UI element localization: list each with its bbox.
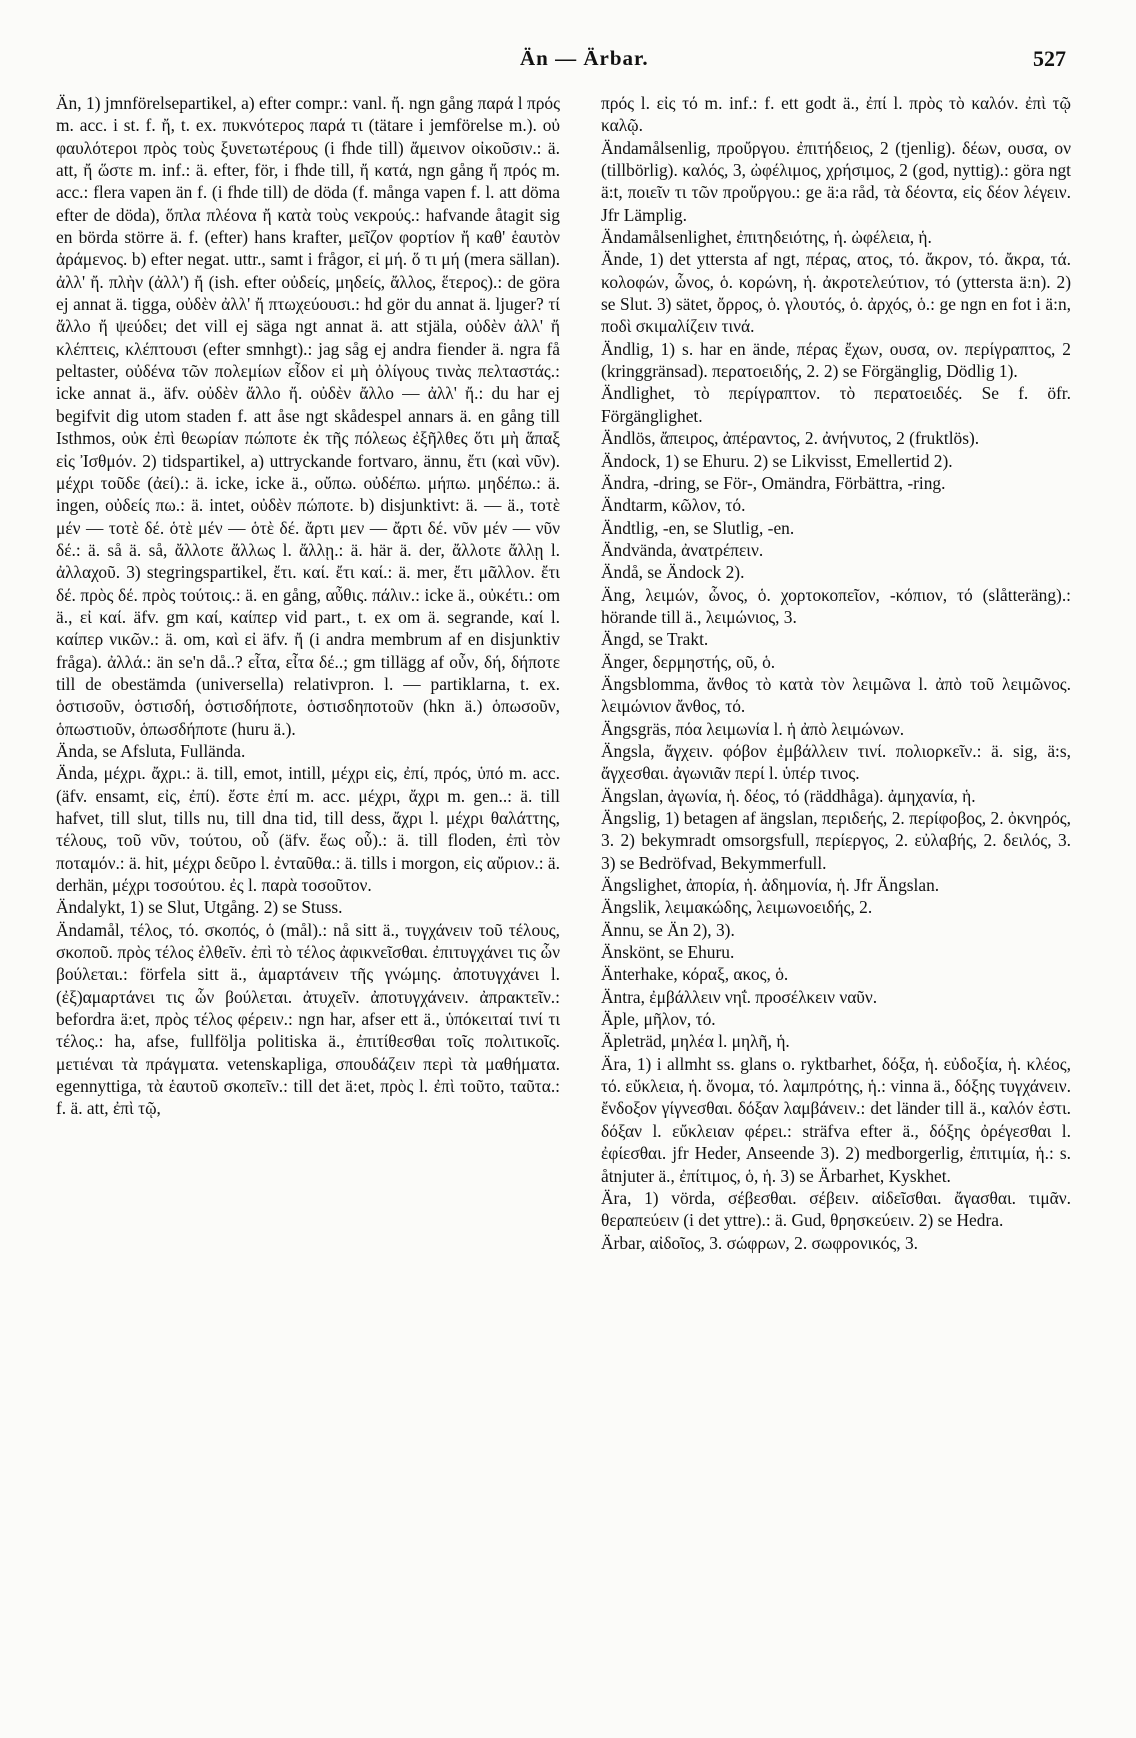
entry-an: Än, 1) jmnförelsepartikel, a) efter compr.: vanl. ἤ. ngn gång παρά l πρός m. acc. i st. f. ἤ, t. ex. πυκνότερος παρά τι (tätare i jemförelse m.). οὐ φαυλότεροι πρὸς τοὺς ξυνετωτέρους (i fhde till) ἄμεινον οἰκοῦσιν.: ä. att, ἤ ὥστε m. inf.: ä. efter, för, i fhde till, ἤ κατά, ngn gång ἤ πρός m. acc.: flera vapen än f. (i fhde till) de döda (f. många vapen f. l. att döma efter de döda), ὅπλα πλέονα ἤ κατὰ τοὺς νεκρούς.: hafvande åtagit sig en börda större ä. f. (efter) hans krafter, μεῖζον φορτίον ἤ καθ' ἑαυτὸν ἀράμενος. b) efter negat. uttr., samt i frågor, εἰ μή. ὅ τι μή (mera sällan). ἀλλ' ἤ. πλὴν (ἀλλ') ἤ (ish. efter οὐδείς, μηδείς, ἄλλος, ἕτερος).: de göra ej annat ä. tigga, οὐδὲν ἀλλ' ἤ πτωχεύουσι.: hd gör du annat ä. ljuger? τί ἄλλο ἤ ψεύδει; det vill ej säga ngt annat ä. att stjäla, οὐδὲν ἀλλ' ἤ κλέπτεις, κλέπτουσι (efter smnhgt).: jag såg ej andra fiender ä. ngra få peltaster, οὐδένα τῶν πολεμίων εἶδον εἰ μὴ ὀλίγους τινὰς πελταστάς.: icke annat ä., äfv. οὐδὲν ἄλλο ἤ. οὐδὲν ἄλλο — ἀλλ' ἤ.: du har ej begifvit dig utom staden f. att åse ngt skådespel annars ä. en gång till Isthmos, οὐκ ἐπὶ θεωρίαν πώποτε ἐκ τῆς πόλεως ἐξῆλθες ὅτι μὴ ἅπαξ εἰς Ἰσθμόν. 2) tidspartikel, a) uttryckande fortvaro, ännu, ἔτι (καὶ νῦν). μέχρι τοῦδε (ἀεί).: ä. icke, icke ä., οὔπω. οὐδέπω. μήπω. μηδέπω.: ä. ingen, οὐδείς πω.: ä. intet, οὐδὲν πώποτε. b) disjunktivt: ä. — ä., τοτὲ μέν — τοτὲ δέ. ὁτὲ μέν — ὁτὲ δέ. ἄρτι μεν — ἄρτι δέ. νῦν μέν — νῦν δέ.: ä. så ä. så, ἄλλοτε ἄλλως l. ἄλλῃ.: ä. här ä. der, ἄλλοτε ἄλλῃ l. ἀλλαχοῦ. 3) stegringspartikel, ἔτι. καί. ἔτι καί.: ä. mer, ἔτι μᾶλλον. ἔτι δέ. πρὸς δέ. πρὸς τούτοις.: ä. en gång, αὖθις. πάλιν.: icke ä., οὐκέτι.: om ä., εἰ καί. äfv. gm καί, καίπερ vid part., t. ex om ä. segrande, καί l. καίπερ νικῶν.: ä. om, καὶ εἰ äfv. ἤ (i andra membrum af en disjunktiv fråga). ἀλλά.: än se'n då..? εἶτα, εἶτα δέ..; gm tillägg af οὖν, δή, δήποτε till de obestämda (universella) relativpron. l. — partiklarna, t. ex. ὁστισοῦν, ὁστισδή, ὁστισδήποτε, ὁστισδηποτοῦν (hkn ä.) ὁπωσοῦν, ὁπωστιοῦν, ὁπωσδήποτε (huru ä.). (56, 93, 560, 739)
entry-antra: Äntra, ἐμβάλλειν νηΐ. προσέλκειν ναῦν. (601, 986, 878, 1007)
entry-andamal-cont: πρός l. εἰς τό m. inf.: f. ett godt ä., ἐπί l. πρὸς τὸ καλόν. ἐπὶ τῷ καλῷ. (601, 93, 1071, 136)
entry-ara-verb: Ära, 1) vörda, σέβεσθαι. σέβειν. αἰδεῖσθαι. ἄγασθαι. τιμᾶν. θεραπεύειν (i det yttre).: ä. Gud, θρησκεύειν. 2) se Hedra. (601, 1187, 1071, 1231)
entry-anda-1: Ända, se Afsluta, Fullända. (56, 740, 246, 761)
running-head: Än — Ärbar. (520, 46, 649, 70)
entry-andamalsenlighet: Ändamålsenlighet, ἐπιτηδειότης, ἡ. ὠφέλεια, ἡ. (601, 227, 932, 248)
entry-anterhake: Änterhake, κόραξ, ακος, ὁ. (601, 964, 789, 985)
page-number: 527 (1033, 46, 1066, 71)
entry-ang: Äng, λειμών, ὧνος, ὁ. χορτοκοπεῖον, -κόπιον, τό (slåtteräng).: hörande till ä., λειμώνιος, 3. (601, 584, 1071, 627)
entry-anger: Änger, δερμηστής, οῦ, ὁ. (601, 651, 776, 672)
entry-anskont: Änskönt, se Ehuru. (601, 942, 735, 963)
entry-andlighet: Ändlighet, τὸ περίγραπτον. τὸ περατοειδές. Se f. öfr. Förgänglighet. (601, 383, 1071, 426)
entry-angd: Ängd, se Trakt. (601, 629, 709, 650)
entry-arbar: Ärbar, αἰδοῖος, 3. σώφρων, 2. σωφρονικός, 3. (601, 1232, 918, 1253)
entry-andtarm: Ändtarm, κῶλον, τό. (601, 495, 746, 516)
entry-angslig: Ängslig, 1) betagen af ängslan, περιδεής, 2. περίφοβος, 2. ὀκνηρός, 3. 2) bekymradt omsorgsfull, περίεργος, 2. εὐλαβής, 2. δειλός, 3. 3) se Bedröfvad, Bekymmerfull. (601, 808, 1071, 873)
entry-angslighet: Ängslighet, ἀπορία, ἡ. ἀδημονία, ἡ. Jfr Ängslan. (601, 875, 940, 896)
entry-angsblomma: Ängsblomma, ἄνθος τὸ κατὰ τὸν λειμῶνα l. ἀπὸ τοῦ λειμῶνος. λειμώνιον ἄνθος, τό. (601, 673, 1071, 717)
entry-andlig: Ändlig, 1) s. har en ände, πέρας ἔχων, ουσα, ον. περίγραπτος, 2 (kringgränsad). περατοειδής, 2. 2) se Förgänglig, Dödlig 1). (601, 338, 1071, 382)
entry-anda-3: Ändå, se Ändock 2). (601, 562, 745, 583)
entry-andra: Ändra, -dring, se För-, Omändra, Förbättra, -ring. (601, 472, 946, 493)
entry-angslik: Ängslik, λειμακώδης, λειμωνοειδής, 2. (601, 897, 873, 918)
entry-anda-2: Ända, μέχρι. ἄχρι.: ä. till, emot, intill, μέχρι εἰς, ἐπί, πρός, ὑπό m. acc. (äfv. ensamt, εἰς, ἐπί). ἔστε ἐπί m. acc. μέχρι, ἄχρι m. gen..: ä. till hafvet, till slut, tills nu, till dna tid, till dess, ἄχρι l. μέχρι θαλάττης, τέλους, τοῦ νῦν, τούτου, οὗ (äfv. ἕως οὗ).: ä. till floden, ἐπὶ τὸν ποταμόν.: ä. hit, μέχρι δεῦρο l. ἐνταῦθα.: ä. tills i morgon, εἰς αὔριον.: ä. derhän, μέχρι τοσούτου. ἐς l. παρὰ τοσοῦτον. (56, 763, 561, 896)
entry-angslan: Ängslan, ἀγωνία, ἡ. δέος, τό (räddhåga). ἀμηχανία, ἡ. (601, 785, 976, 806)
entry-andamal: Ändamål, τέλος, τό. σκοπός, ὁ (mål).: nå sitt ä., τυγχάνειν τοῦ τέλους, σκοποῦ. πρὸς τέλος ἐλθεῖν. ἐπὶ τὸ τέλος ἀφικνεῖσθαι. ἐπιτυγχάνει τις ὧν βούλεται.: förfela sitt ä., ἁμαρτάνειν τῆς γνώμης. ἀποτυγχάνει l. (ἐξ)αμαρτάνει τις ὧν βούλεται. ἀτυχεῖν. ἀποτυγχάνειν. ἀπρακτεῖν.: befordra ä:et, πρὸς τέλος φέρειν.: ngn har, afser ett ä., ὑπόκειταί τινί τι τέλος.: ha, afse, fullfölja politiska ä., ἐπιτίθεσθαι τοῖς πολιτικοῖς. μετιέναι τὰ πράγματα. vetenskapliga, σπουδάζειν περὶ τὰ μαθήματα. egennyttiga, τὰ ἑαυτοῦ σκοπεῖν.: till det ä:et, πρὸς l. ἐπὶ τοῦτο, ταῦτα.: f. ä. att, ἐπὶ τῷ, (56, 919, 560, 1119)
entry-annu: Ännu, se Än 2), 3). (601, 919, 735, 940)
entry-andalykt: Ändalykt, 1) se Slut, Utgång. 2) se Stuss. (56, 897, 343, 918)
entry-andtlig: Ändtlig, -en, se Slutlig, -en. (601, 517, 795, 538)
entry-andlos: Ändlös, ἄπειρος, ἀπέραντος, 2. ἀνήνυτος, 2 (fruktlös). (601, 428, 980, 449)
entry-ande: Ände, 1) det yttersta af ngt, πέρας, ατος, τό. ἄκρον, τό. ἄκρα, τά. κολοφών, ὧνος, ὁ. κορώνη, ἡ. ἀκροτελεύτιον, τό (yttersta ä:n). 2) se Slut. 3) sätet, ὄρρος, ὁ. γλουτός, ὁ. ἀρχός, ὁ.: ge ngn en fot i ä:n, ποδὶ σκιμαλίζειν τινά. (601, 249, 1071, 337)
entry-angsgras: Ängsgräs, πόα λειμωνία l. ἡ ἀπὸ λειμώνων. (601, 718, 905, 739)
entry-aple: Äple, μῆλον, τό. (601, 1009, 716, 1030)
left-column (56, 92, 560, 1120)
entry-andvanda: Ändvända, ἀνατρέπειν. (601, 539, 764, 560)
entry-angsla: Ängsla, ἄγχειν. φόβον ἐμβάλλειν τινί. πολιορκεῖν.: ä. sig, ä:s, ἄγχεσθαι. ἀγωνιᾶν περί l. ὑπέρ τινος. (601, 740, 1071, 784)
entry-ara-noun: Ära, 1) i allmht ss. glans o. ryktbarhet, δόξα, ἡ. εὐδοξία, ἡ. κλέος, τό. εὔκλεια, ἡ. ὄνομα, τό. λαμπρότης, ἡ.: vinna ä., δόξης τυγχάνειν. ἔνδοξον γίγνεσθαι. δόξαν λαμβάνειν.: det länder till ä., καλόν ἐστι. δόξαν l. εὔκλειαν φέρει.: sträfva efter ä., δόξης ὀρέγεσθαι l. ἐφίεσθαι. jfr Heder, Anseende 3). 2) medborgerlig, ἐπιτιμία, ἡ.: s. åtnjuter ä., ἐπίτιμος, ὁ, ἡ. 3) se Ärbarhet, Kyskhet. (601, 1053, 1071, 1186)
right-column (601, 92, 1071, 1254)
entry-apletrad: Äpleträd, μηλέα l. μηλῆ, ἡ. (601, 1031, 790, 1052)
entry-andock: Ändock, 1) se Ehuru. 2) se Likvisst, Emellertid 2). (601, 450, 953, 471)
entry-andamalsenlig: Ändamålsenlig, προὔργου. ἐπιτήδειος, 2 (tjenlig). δέων, ουσα, ον (tillbörlig). καλός, 3, ὠφέλιμος, χρήσιμος, 2 (god, nyttig).: göra ngt ä:t, ποιεῖν τι τῶν προὔργου.: ge ä:a råd, τὰ δέοντα, εἰς δέον λέγειν. Jfr Lämplig. (601, 137, 1071, 225)
